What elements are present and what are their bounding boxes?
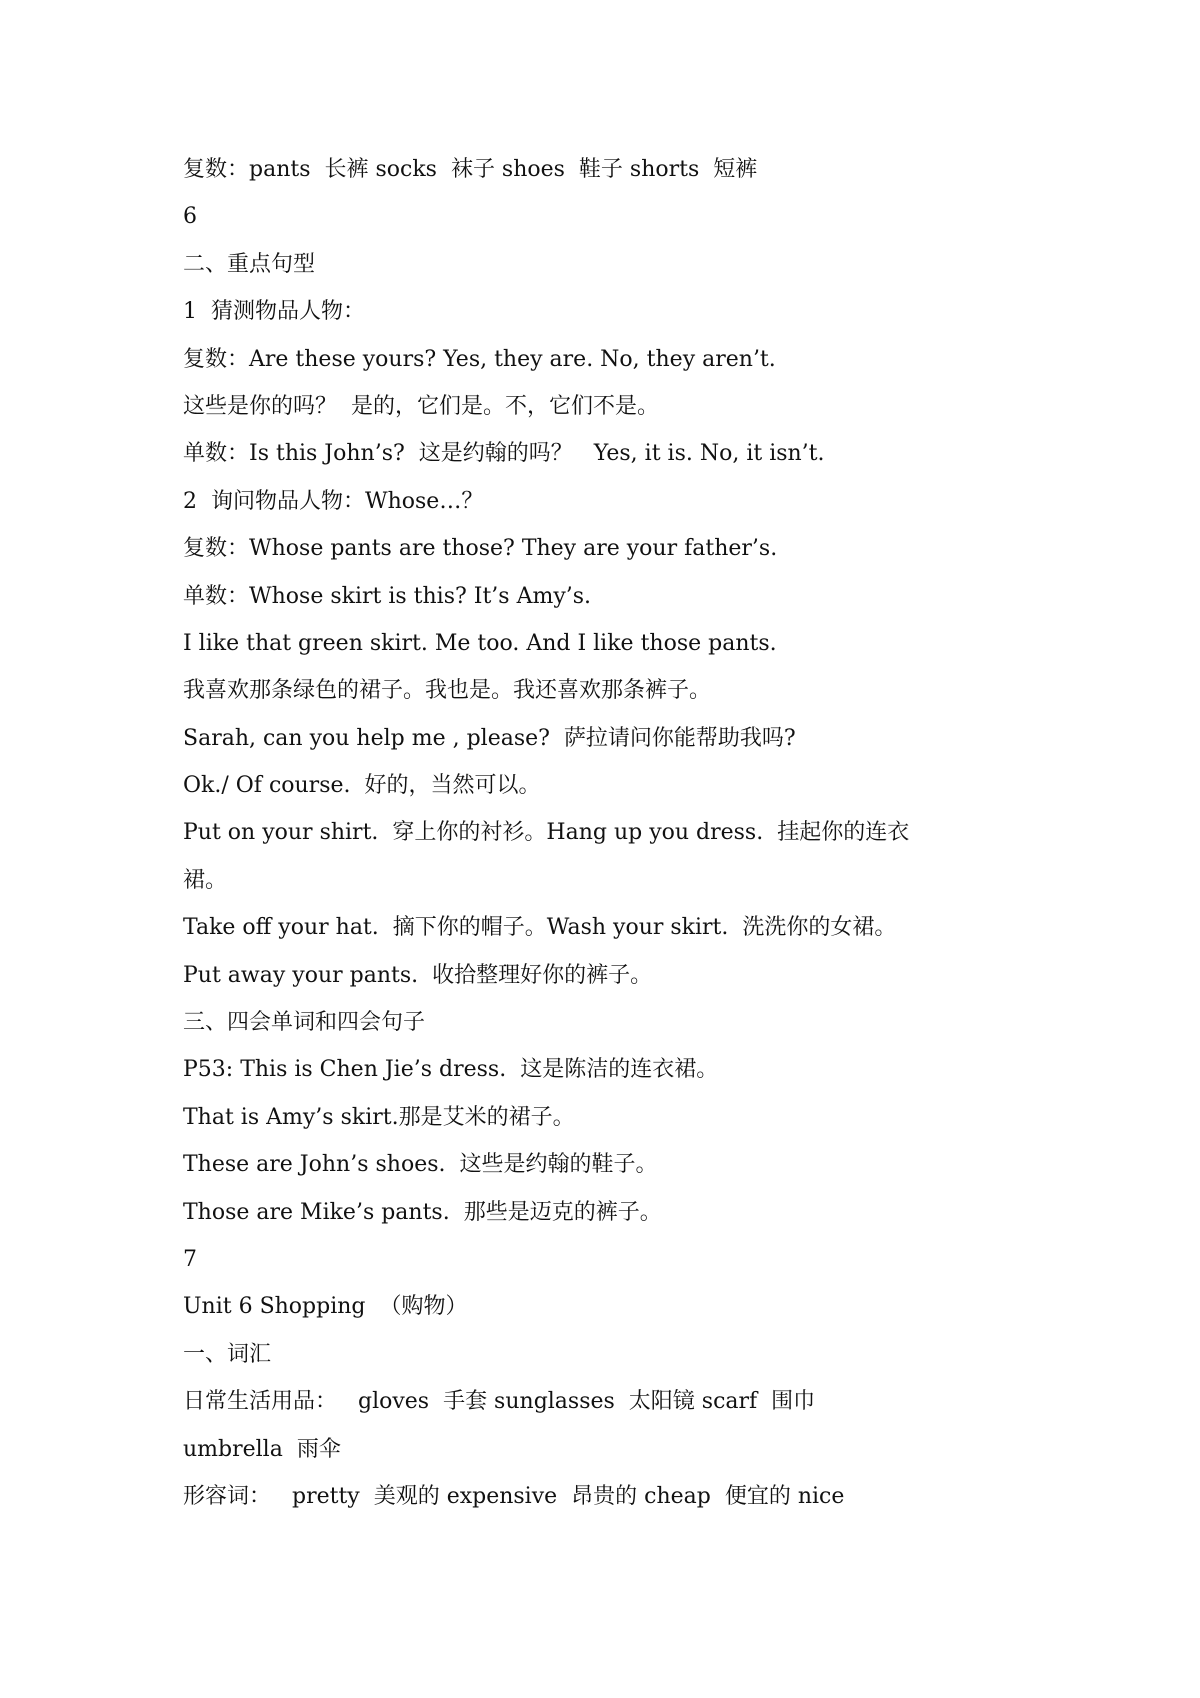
unit-title-shopping: Unit 6 Shopping （购物）	[183, 1294, 468, 1320]
singular-whose-line: 单数：Whose skirt is this? It’s Amy’s.	[183, 583, 592, 609]
vocab-daily-items-wrap: umbrella 雨伞	[183, 1436, 341, 1462]
plural-question-translation: 这些是你的吗？ 是的，它们是。不，它们不是。	[183, 393, 659, 419]
vocab-daily-items: 日常生活用品： gloves 手套 sunglasses 太阳镜 scarf 围巾	[183, 1389, 816, 1415]
sentence-like-skirt-translation: 我喜欢那条绿色的裙子。我也是。我还喜欢那条裤子。	[183, 678, 712, 704]
subheading-guess-owner: 1 猜测物品人物：	[183, 299, 365, 325]
sentence-john-shoes: These are John’s shoes. 这些是约翰的鞋子。	[183, 1152, 658, 1178]
sentence-amy-skirt: That is Amy’s skirt.那是艾米的裙子。	[183, 1104, 575, 1130]
plural-question-line: 复数：Are these yours? Yes, they are. No, they aren’t.	[183, 346, 776, 372]
sentence-like-skirt: I like that green skirt. Me too. And I like those pants.	[183, 630, 777, 656]
subheading-whose: 2 询问物品人物：Whose…？	[183, 488, 484, 514]
sentence-put-on-shirt: Put on your shirt. 穿上你的衬衫。Hang up you dress. 挂起你的连衣	[183, 820, 910, 846]
vocab-plural-clothes: 复数：pants 长裤 socks 袜子 shoes 鞋子 shorts 短裤	[183, 157, 758, 182]
sentence-of-course: Ok./ Of course. 好的，当然可以。	[183, 773, 541, 799]
page-number-6: 6	[183, 204, 197, 230]
page-number-7: 7	[183, 1246, 197, 1272]
section-heading-key-sentences: 二、重点句型	[183, 251, 316, 277]
singular-question-line: 单数：Is this John’s? 这是约翰的吗？ Yes, it is. No, it isn’t.	[183, 441, 825, 467]
sentence-take-off-hat: Take off your hat. 摘下你的帽子。Wash your skirt. 洗洗你的女裙。	[183, 915, 897, 941]
sentence-mike-pants: Those are Mike’s pants. 那些是迈克的裤子。	[183, 1199, 662, 1225]
sentence-put-away-pants: Put away your pants. 收拾整理好你的裤子。	[183, 962, 653, 988]
section-heading-four-skills: 三、四会单词和四会句子	[183, 1010, 426, 1036]
sentence-p53-dress: P53: This is Chen Jie’s dress. 这是陈洁的连衣裙。	[183, 1057, 719, 1083]
sentence-help-me: Sarah, can you help me , please? 萨拉请问你能帮助我吗?	[183, 725, 796, 751]
section-heading-vocabulary: 一、词汇	[183, 1341, 272, 1367]
vocab-adjectives: 形容词： pretty 美观的 expensive 昂贵的 cheap 便宜的 nice	[183, 1483, 845, 1509]
document-body	[183, 146, 1083, 1520]
plural-whose-line: 复数：Whose pants are those? They are your father’s.	[183, 536, 778, 562]
sentence-put-on-shirt-wrap: 裙。	[183, 867, 228, 893]
